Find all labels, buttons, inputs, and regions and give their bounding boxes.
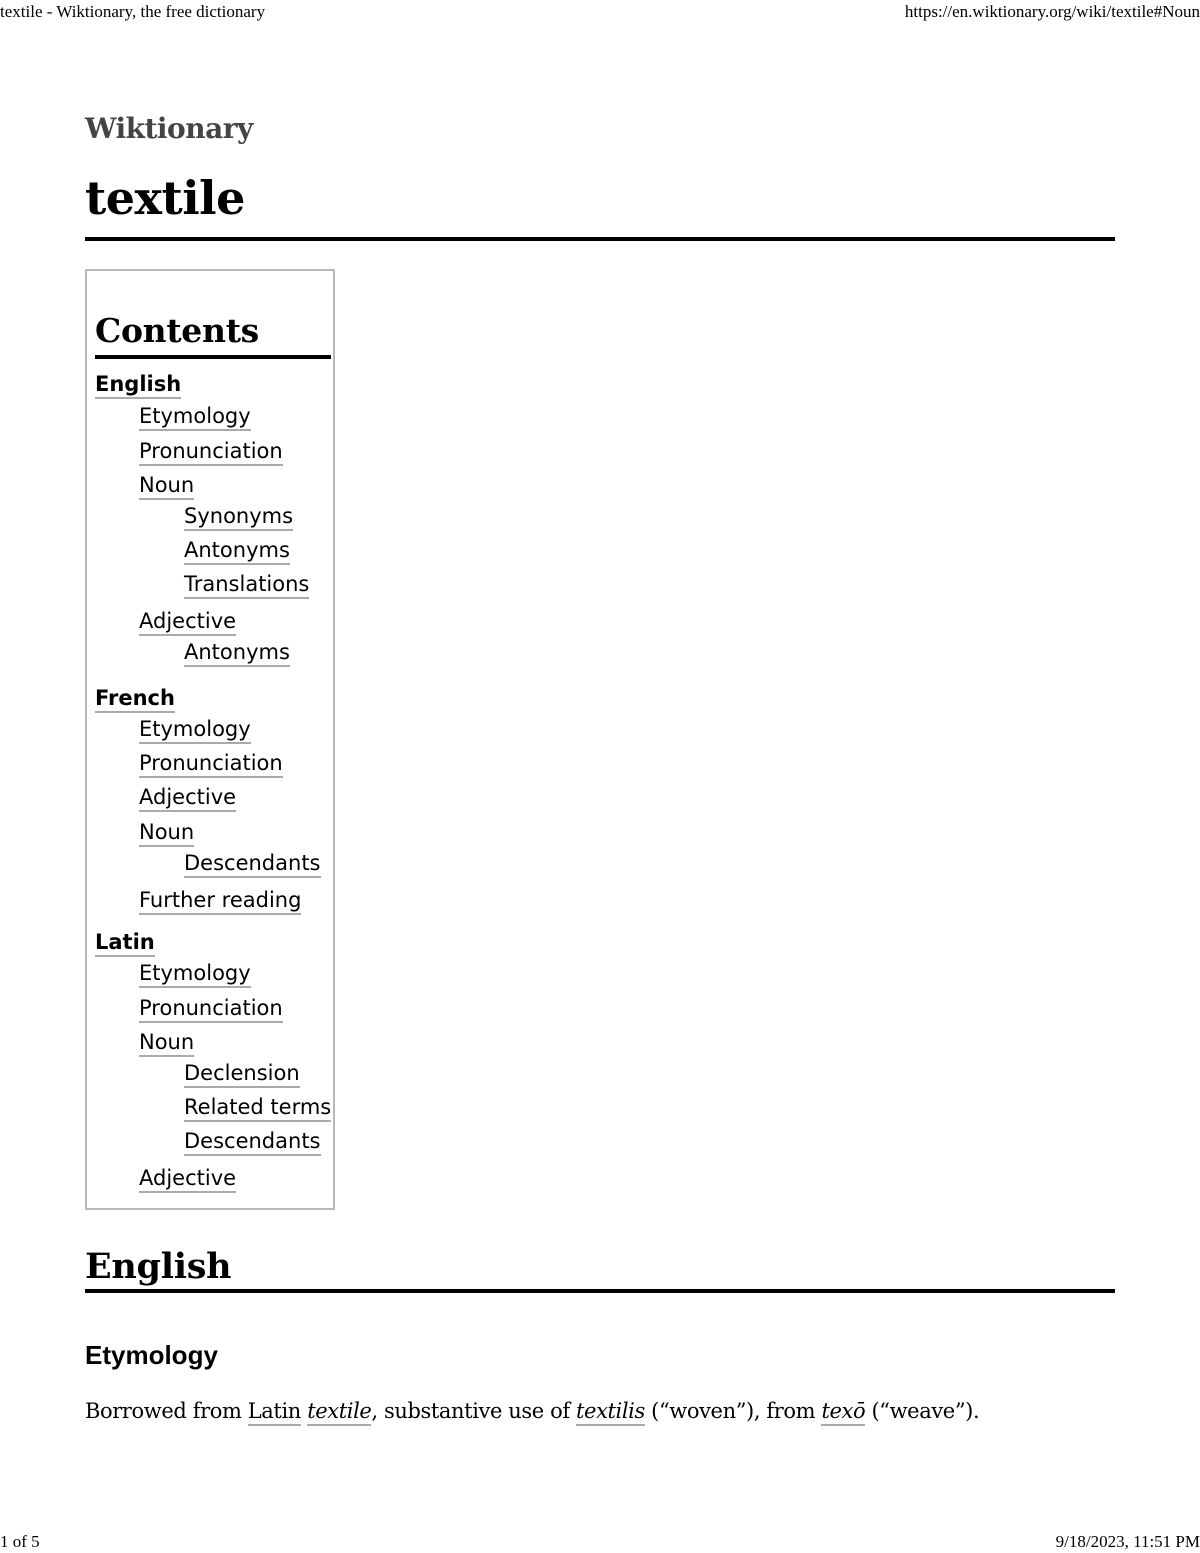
- toc-item-french-etymology[interactable]: Etymology: [139, 717, 251, 744]
- toc-item-french-noun[interactable]: Noun: [139, 820, 194, 847]
- print-header-url: https://en.wiktionary.org/wiki/textile#Noun: [904, 2, 1200, 21]
- toc-title: Contents: [95, 311, 259, 350]
- page-title: textile: [85, 171, 245, 225]
- toc-item-latin-etymology[interactable]: Etymology: [139, 961, 251, 988]
- link-latin[interactable]: Latin: [248, 1399, 301, 1426]
- toc-item-english-adjective[interactable]: Adjective: [139, 609, 236, 636]
- subsection-heading-etymology: Etymology: [85, 1340, 218, 1370]
- toc-item-english-etymology[interactable]: Etymology: [139, 404, 251, 431]
- toc-item-english-noun-antonyms[interactable]: Antonyms: [184, 538, 290, 565]
- section-divider: [85, 1289, 1115, 1293]
- title-divider: [85, 237, 1115, 241]
- toc-item-french-adjective[interactable]: Adjective: [139, 785, 236, 812]
- etymology-text: (“weave”).: [865, 1399, 980, 1423]
- toc-item-latin-noun-related-terms[interactable]: Related terms: [184, 1095, 331, 1122]
- toc-item-latin[interactable]: Latin: [95, 930, 155, 957]
- link-texo[interactable]: texō: [821, 1399, 865, 1426]
- toc-item-french-noun-descendants[interactable]: Descendants: [184, 851, 321, 878]
- toc-item-french[interactable]: French: [95, 686, 175, 713]
- site-logo-wordmark[interactable]: Wiktionary: [85, 112, 253, 145]
- section-heading-english: English: [85, 1246, 232, 1287]
- toc-item-english-pronunciation[interactable]: Pronunciation: [139, 439, 283, 466]
- etymology-text: (“woven”), from: [644, 1399, 822, 1423]
- toc-item-latin-pronunciation[interactable]: Pronunciation: [139, 996, 283, 1023]
- etymology-text: Borrowed from: [85, 1399, 248, 1423]
- print-header-title: textile - Wiktionary, the free dictionary: [0, 2, 266, 21]
- print-footer-datetime: 9/18/2023, 11:51 PM: [1055, 1532, 1200, 1551]
- toc-item-english-noun-synonyms[interactable]: Synonyms: [184, 504, 293, 531]
- toc-item-latin-noun[interactable]: Noun: [139, 1030, 194, 1057]
- toc-item-french-pronunciation[interactable]: Pronunciation: [139, 751, 283, 778]
- toc-item-english-noun-translations[interactable]: Translations: [184, 572, 309, 599]
- link-textile[interactable]: textile: [307, 1399, 371, 1426]
- etymology-text: , substantive use of: [371, 1399, 576, 1423]
- toc-item-latin-noun-declension[interactable]: Declension: [184, 1061, 300, 1088]
- toc-item-french-further-reading[interactable]: Further reading: [139, 888, 301, 915]
- print-footer-page: 1 of 5: [0, 1532, 40, 1551]
- toc-item-english[interactable]: English: [95, 372, 181, 399]
- toc-item-english-adjective-antonyms[interactable]: Antonyms: [184, 640, 290, 667]
- toc-divider: [95, 355, 331, 359]
- link-textilis[interactable]: textilis: [576, 1399, 645, 1426]
- toc-item-latin-noun-descendants[interactable]: Descendants: [184, 1129, 321, 1156]
- toc-item-english-noun[interactable]: Noun: [139, 473, 194, 500]
- toc-item-latin-adjective[interactable]: Adjective: [139, 1166, 236, 1193]
- etymology-paragraph: [85, 1399, 979, 1423]
- table-of-contents: [85, 269, 335, 1210]
